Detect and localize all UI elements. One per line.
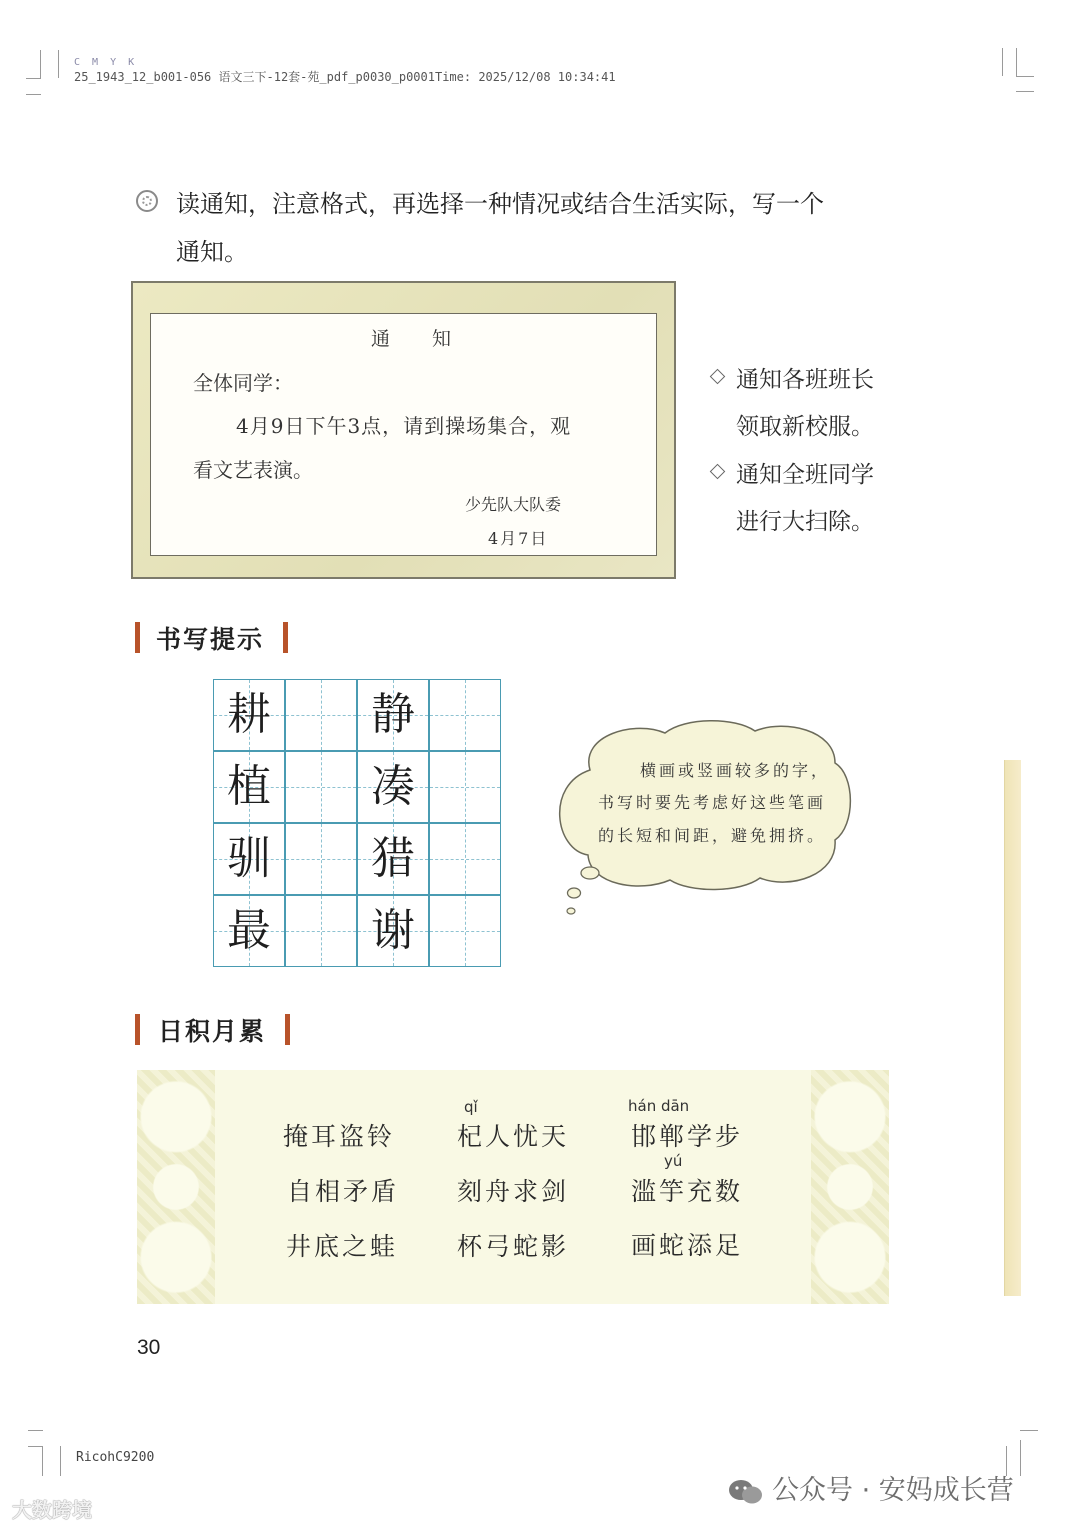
bubble-line-1: 横画或竖画较多的字，: [640, 761, 831, 780]
crop-mark: [42, 1446, 43, 1476]
idiom: 邯郸学步: [631, 1122, 744, 1151]
grid-character: 驯: [227, 833, 271, 884]
crop-mark: [1016, 91, 1034, 92]
diamond-bullet-icon: [710, 369, 726, 385]
watermark-text: 公众号 · 安妈成长营: [772, 1475, 1014, 1506]
instruction-text: [176, 180, 906, 276]
idiom: 自相矛盾: [287, 1177, 400, 1206]
section-bar-right: [285, 1014, 290, 1045]
print-header: [74, 56, 616, 84]
grid-character: 最: [227, 905, 271, 956]
section-bar-left: [135, 1014, 140, 1045]
idiom: 画蛇添足: [631, 1231, 744, 1260]
grid-cell: [429, 679, 501, 751]
cmyk-label: C M Y K: [74, 57, 138, 68]
crop-mark: [26, 94, 41, 95]
notice-body-line-1: 4月9日下午3点，请到操场集合，观: [236, 414, 572, 438]
crop-mark: [1016, 76, 1034, 77]
grid-cell: [285, 679, 357, 751]
notice-greeting: 全体同学：: [193, 371, 293, 395]
printer-mark: RicohC9200: [76, 1450, 155, 1465]
instruction-line-1: 读通知，注意格式，再选择一种情况或结合生活实际，写一个: [176, 190, 824, 218]
notice-signature: 少先队大队委: [465, 495, 562, 514]
grid-cell: [429, 895, 501, 967]
wechat-icon: [728, 1479, 764, 1505]
file-info: 25_1943_12_b001-056 语文三下-12套-苑_pdf_p0030_p0001Time: 2025/12/08 10:34:41: [74, 70, 616, 84]
option-2-line-2: 进行大扫除。: [736, 509, 874, 535]
bubble-line-2: 书写时要先考虑好这些笔画: [598, 793, 827, 812]
ornament-left: [137, 1070, 215, 1304]
crop-mark: [28, 1430, 43, 1431]
page-edge-strip: [1004, 760, 1021, 1296]
section-title-daily-accumulation: 日积月累: [158, 1017, 267, 1046]
notice-body-line-2: 看文艺表演。: [193, 458, 313, 482]
crop-mark: [1020, 1430, 1038, 1431]
instruction-icon: [136, 190, 158, 212]
section-bar-right: [283, 622, 288, 653]
watermark-wechat: [728, 1468, 1014, 1507]
grid-character: 凑: [371, 761, 415, 812]
option-2-line-1: 通知全班同学: [736, 462, 874, 488]
section-bar-left: [135, 622, 140, 653]
crop-mark: [40, 50, 41, 78]
crop-mark: [1016, 48, 1017, 76]
idiom-pinyin: yú: [664, 1152, 683, 1170]
crop-mark: [58, 50, 59, 78]
ornament-right: [811, 1070, 889, 1304]
crop-mark: [26, 78, 41, 79]
grid-character: 静: [371, 689, 415, 740]
crop-mark: [1002, 48, 1003, 76]
option-1-line-1: 通知各班班长: [736, 367, 874, 393]
idiom: 杯弓蛇影: [457, 1232, 570, 1261]
option-1-line-2: 领取新校服。: [736, 414, 874, 440]
grid-character: 耕: [227, 689, 271, 740]
idiom: 掩耳盗铃: [283, 1122, 396, 1151]
crop-mark: [1020, 1440, 1021, 1476]
idiom: 滥竽充数: [631, 1177, 744, 1206]
grid-character: 猎: [371, 833, 415, 884]
grid-cell: [429, 751, 501, 823]
idiom: 井底之蛙: [286, 1232, 399, 1261]
grid-cell: [285, 751, 357, 823]
notice-title: 通 知: [371, 328, 470, 350]
page-number: 30: [137, 1336, 161, 1359]
grid-character: 植: [227, 761, 271, 812]
grid-character: 谢: [371, 905, 415, 956]
bubble-line-3: 的长短和间距，避免拥挤。: [598, 826, 827, 845]
diamond-bullet-icon: [710, 464, 726, 480]
idiom-pinyin: qǐ: [464, 1098, 478, 1116]
section-title-writing-tips: 书写提示: [156, 625, 265, 654]
idiom: 刻舟求剑: [457, 1177, 570, 1206]
grid-cell: [285, 895, 357, 967]
idiom: 杞人忧天: [457, 1122, 570, 1151]
idiom-pinyin: hán dān: [628, 1097, 690, 1115]
crop-mark: [28, 1446, 43, 1447]
crop-mark: [60, 1446, 61, 1476]
thought-bubble: [550, 715, 855, 920]
grid-cell: [285, 823, 357, 895]
instruction-line-2: 通知。: [176, 238, 248, 266]
grid-cell: [429, 823, 501, 895]
notice-date: 4月7日: [488, 529, 549, 548]
watermark-left: 大数跨境: [12, 1498, 92, 1522]
